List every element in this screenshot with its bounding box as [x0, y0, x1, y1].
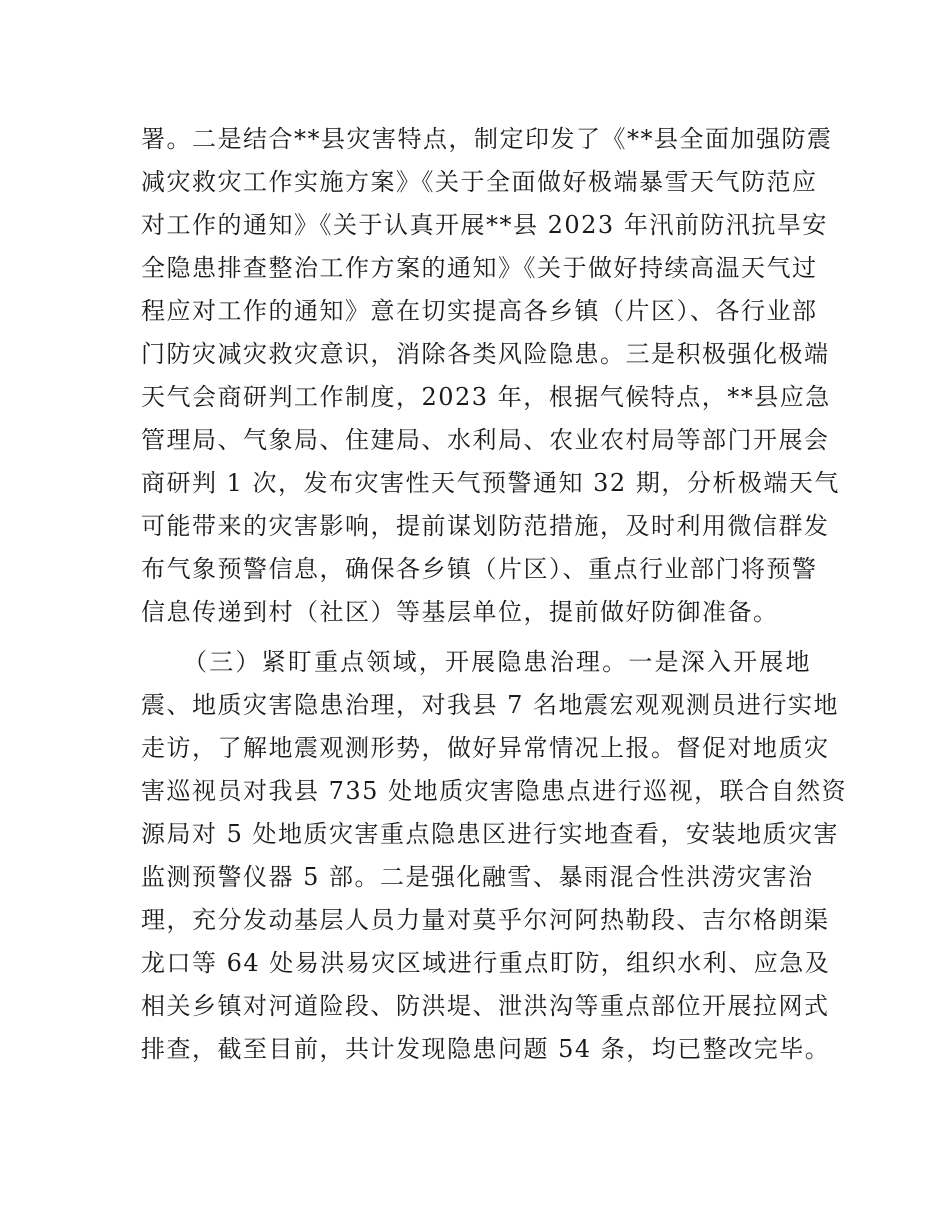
text-line: 减灾救灾工作实施方案》《关于全面做好极端暴雪天气防范应 — [141, 168, 818, 196]
text-line: 天气会商研判工作制度，2023 年，根据气候特点，**县应急 — [141, 383, 831, 411]
text-line: 商研判 1 次，发布灾害性天气预警通知 32 期，分析极端天气 — [141, 469, 840, 497]
section-heading-line: （三）紧盯重点领域，开展隐患治理。一是深入开展地 — [183, 648, 811, 676]
text-line: 震、地质灾害隐患治理，对我县 7 名地震宏观观测员进行实地 — [141, 691, 840, 719]
text-line: 门防灾减灾救灾意识，消除各类风险隐患。三是积极强化极端 — [141, 340, 830, 368]
text-line: 理，充分发动基层人员力量对莫乎尔河阿热勒段、吉尔格朗渠 — [141, 906, 830, 934]
text-line: 可能带来的灾害影响，提前谋划防范措施，及时利用微信群发 — [141, 512, 830, 540]
text-line: 署。二是结合**县灾害特点，制定印发了《**县全面加强防震 — [141, 125, 833, 153]
text-line: 相关乡镇对河道险段、防洪堤、泄洪沟等重点部位开展拉网式 — [141, 992, 830, 1020]
paragraph-hazard-governance — [141, 641, 848, 1071]
text-line: 害巡视员对我县 735 处地质灾害隐患点进行巡视，联合自然资 — [141, 777, 848, 805]
text-line: 龙口等 64 处易洪易灾区域进行重点盯防，组织水利、应急及 — [141, 949, 831, 977]
text-line: 程应对工作的通知》意在切实提高各乡镇（片区）、各行业部 — [141, 297, 818, 325]
text-line: 对工作的通知》《关于认真开展**县 2023 年汛前防汛抗旱安 — [141, 211, 828, 239]
text-line: 走访，了解地震观测形势，做好异常情况上报。督促对地质灾 — [141, 734, 830, 762]
text-line: 源局对 5 处地质灾害重点隐患区进行实地查看，安装地质灾害 — [141, 820, 840, 848]
text-line: 管理局、气象局、住建局、水利局、农业农村局等部门开展会 — [141, 426, 830, 454]
text-line: 布气象预警信息，确保各乡镇（片区）、重点行业部门将预警 — [141, 555, 818, 583]
text-line: 全隐患排查整治工作方案的通知》《关于做好持续高温天气过 — [141, 254, 818, 282]
text-line: 监测预警仪器 5 部。二是强化融雪、暴雨混合性洪涝灾害治 — [141, 863, 814, 891]
text-line: 信息传递到村（社区）等基层单位，提前做好防御准备。 — [141, 598, 779, 626]
paragraph-disaster-prevention-plans — [141, 118, 840, 634]
text-line: 排查，截至目前，共计发现隐患问题 54 条，均已整改完毕。 — [141, 1035, 831, 1063]
